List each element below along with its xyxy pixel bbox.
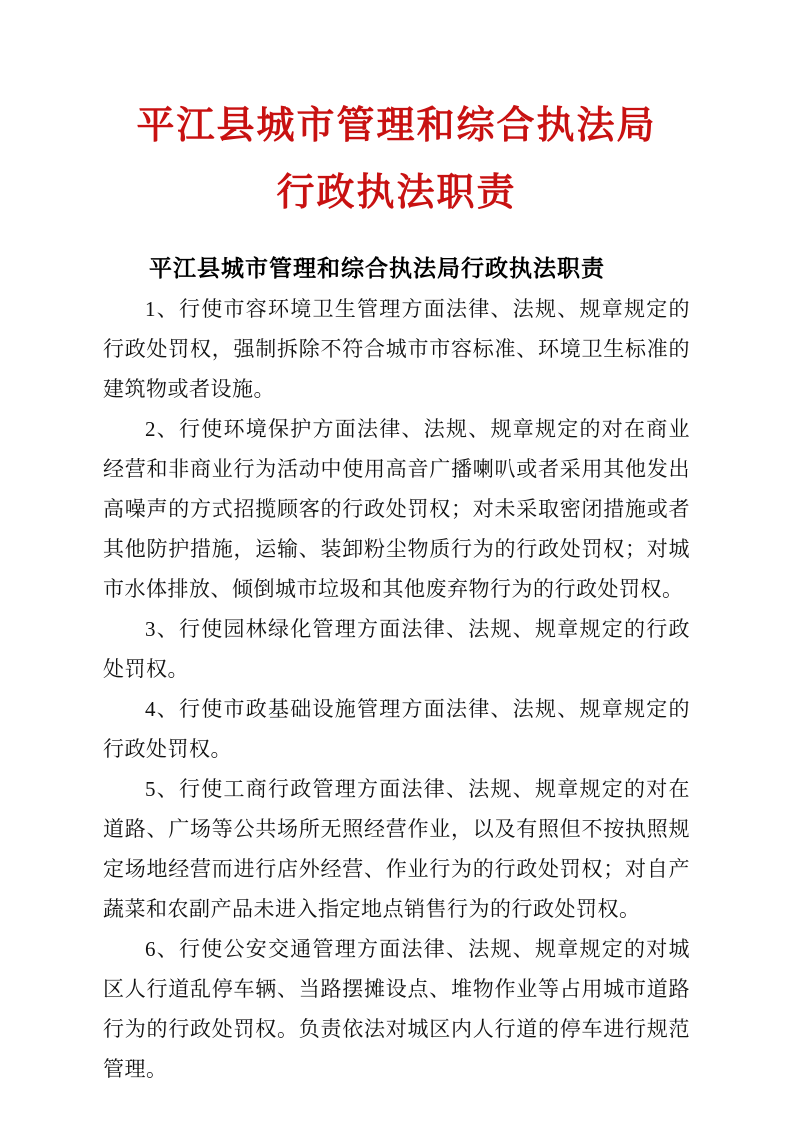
document-content [0,93,793,1089]
paragraph-6: 6、行使公安交通管理方面法律、法规、规章规定的对城区人行道乱停车辆、当路摆摊设点、堆物作业等占用城市道路行为的行政处罚权。负责依法对城区内人行道的停车进行规范管理。 [103,937,690,1082]
document-body [103,289,690,1089]
paragraph-5: 5、行使工商行政管理方面法律、法规、规章规定的对在道路、广场等公共场所无照经营作业，以及有照但不按执照规定场地经营而进行店外经营、作业行为的行政处罚权；对自产蔬菜和农副产品未进入指定地点销售行为的行政处罚权。 [103,777,690,922]
paragraph-4: 4、行使市政基础设施管理方面法律、法规、规章规定的行政处罚权。 [103,697,690,762]
paragraph-1: 1、行使市容环境卫生管理方面法律、法规、规章规定的行政处罚权，强制拆除不符合城市市容标准、环境卫生标准的建筑物或者设施。 [103,297,690,402]
paragraph-2: 2、行使环境保护方面法律、法规、规章规定的对在商业经营和非商业行为活动中使用高音广播喇叭或者采用其他发出高噪声的方式招揽顾客的行政处罚权；对未采取密闭措施或者其他防护措施，运输、装卸粉尘物质行为的行政处罚权；对城市水体排放、倾倒城市垃圾和其他废弃物行为的行政处罚权。 [103,417,690,602]
title-line-1: 平江县城市管理和综合执法局 [136,105,657,147]
title-line-2: 行政执法职责 [276,172,517,214]
paragraph-3: 3、行使园林绿化管理方面法律、法规、规章规定的行政处罚权。 [103,617,690,682]
document-subtitle: 平江县城市管理和综合执法局行政执法职责 [149,256,605,282]
document-title [103,93,690,227]
